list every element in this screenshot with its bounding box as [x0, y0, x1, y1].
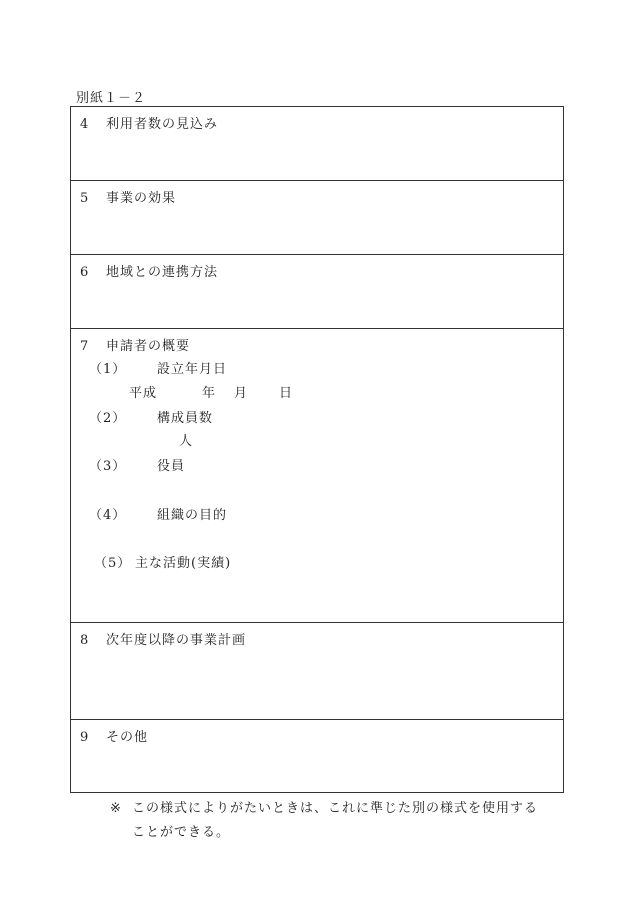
section-number: 4	[80, 117, 90, 132]
item-3-number: （3）	[89, 459, 127, 474]
section-4	[71, 107, 563, 181]
item-5-label: 主な活動(実績)	[135, 556, 232, 571]
section-number: 8	[80, 633, 90, 648]
item-1-number: （1）	[89, 362, 127, 377]
section-number: 9	[80, 730, 90, 745]
section-5-title	[80, 187, 176, 206]
section-label: 利用者数の見込み	[106, 117, 219, 132]
section-5	[71, 181, 563, 255]
section-number: 6	[80, 265, 90, 280]
section-8	[71, 623, 563, 720]
footnote	[110, 797, 538, 845]
item-1-label: 設立年月日	[157, 362, 228, 377]
footnote-line-2	[110, 821, 538, 845]
item-5-number: （5）	[94, 556, 132, 571]
section-7-title	[80, 335, 190, 354]
section-label: 事業の効果	[106, 191, 177, 206]
item-3-label: 役員	[157, 459, 186, 474]
reference-mark: ※	[110, 801, 122, 816]
section-6-title	[80, 261, 218, 280]
form-label: 別紙１－２	[76, 91, 147, 106]
section-8-title	[80, 629, 246, 648]
item-2-label: 構成員数	[157, 411, 214, 426]
section-label: 地域との連携方法	[106, 265, 219, 280]
section-6	[71, 255, 563, 329]
form-table	[70, 106, 564, 793]
footnote-text-2: ことができる。	[132, 825, 231, 840]
section-9	[71, 720, 563, 792]
section-4-title	[80, 113, 218, 132]
item-4-label: 組織の目的	[157, 508, 228, 523]
date-era: 平成	[129, 386, 158, 401]
item-4-number: （4）	[89, 508, 127, 523]
section-number: 5	[80, 191, 90, 206]
section-9-title	[80, 726, 148, 745]
footnote-text-1: この様式によりがたいときは、これに準じた別の様式を使用する	[132, 801, 539, 816]
date-day: 日	[279, 386, 294, 401]
section-label: その他	[106, 730, 149, 745]
footnote-line-1	[110, 797, 538, 821]
section-number: 7	[80, 339, 90, 354]
section-7	[71, 329, 563, 623]
item-2-number: （2）	[89, 411, 127, 426]
date-year: 年	[202, 386, 217, 401]
date-month: 月	[234, 386, 249, 401]
section-label: 次年度以降の事業計画	[106, 633, 247, 648]
persons-unit: 人	[179, 434, 194, 449]
section-label: 申請者の概要	[106, 339, 191, 354]
